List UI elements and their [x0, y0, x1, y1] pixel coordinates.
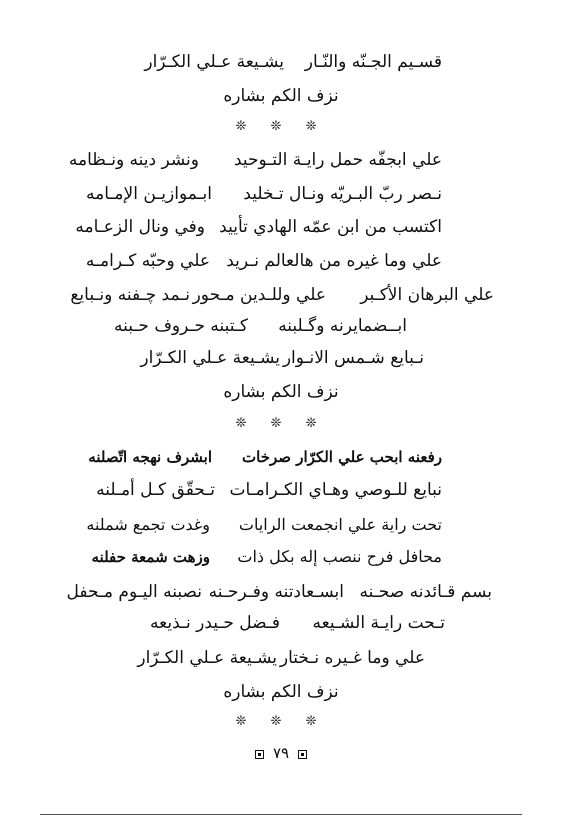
- verse-2-3-right: اكتسب من ابن عمّه الهادي تأييد: [219, 217, 442, 237]
- verse-3-2-left: تـحقّق كـل أمـلنه: [96, 480, 215, 500]
- verse-3-1-left: ابشرف نهجه اتّصلنه: [88, 448, 212, 466]
- verse-1-left: يشـيعة عـلي الكـرّار: [144, 52, 284, 72]
- verse-2-4-left: علي وحبّه كـرامـه: [85, 251, 210, 271]
- stars-divider-3: ❊ ❊ ❊: [235, 714, 327, 729]
- verse-3-5-a: بسم قـائدنه صحـنه: [359, 582, 492, 602]
- verse-1-right: قسـيم الجـنّه والنّـار: [304, 52, 442, 72]
- verse-3-4-right: محافل فرح ننصب إله بكل ذات: [237, 547, 442, 566]
- verse-2-6-left: كـتبنه حـروف حـبنه: [114, 316, 248, 336]
- verse-2-7-right: نـبايع شـمس الانـوار: [282, 348, 424, 368]
- refrain-1: نزف الكم بشاره: [223, 86, 339, 106]
- verse-2-5-a: علي البرهان الأكـبر: [360, 285, 494, 305]
- page-number: ٧٩: [272, 744, 290, 762]
- verse-3-3-left: وغدت تجمع شملنه: [86, 515, 210, 534]
- verse-2-6-right: ابــضمايرنه وگـلبنه: [278, 316, 407, 336]
- verse-2-1-right: علي ابجفّه حمل رايـة التـوحيد: [233, 150, 442, 170]
- refrain-2: نزف الكم بشاره: [223, 382, 339, 402]
- verse-3-2-right: نبايع للـوصي وهـاي الكـرامـات: [229, 480, 442, 500]
- verse-3-1-right: رفعنه ابحب علي الكرّار صرخات: [242, 448, 442, 466]
- verse-2-7-left: يشـيعة عـلي الكـرّار: [140, 348, 280, 368]
- verse-3-6-right: تـحت رايـة الشـيعه: [312, 613, 445, 633]
- page-number-footer: [0, 744, 562, 762]
- verse-3-6-left: فـضل حـيدر نـذيعه: [150, 613, 280, 633]
- square-ornament-icon: [298, 750, 307, 759]
- verse-3-4-left: وزهت شمعة حفلنه: [91, 548, 210, 566]
- verse-2-1-left: ونشر دينه ونـظامه: [68, 150, 199, 170]
- verse-2-4-right: علي وما غيره من هالعالم نـريد: [226, 251, 442, 271]
- verse-2-2-left: ابـموازيـن الإمـامه: [86, 184, 212, 204]
- verse-3-5-c: نصبنه اليـوم مـحفل: [66, 582, 202, 602]
- refrain-3: نزف الكم بشاره: [223, 682, 339, 702]
- verse-2-2-right: نـصر ربّ البـريّه ونـال تـخليد: [243, 184, 442, 204]
- page-edge-line: [40, 814, 522, 815]
- verse-3-7-right: علي وما غـيره نـختار: [279, 648, 425, 668]
- verse-3-5-b: ابسـعادتنه وفـرحـنه: [208, 582, 344, 602]
- verse-3-3-right: تحت راية علي انجمعت الرايات: [238, 515, 442, 534]
- verse-2-5-c: نـمد چـفنه ونـبايع: [70, 285, 190, 305]
- square-ornament-icon: [255, 750, 264, 759]
- stars-divider-2: ❊ ❊ ❊: [235, 416, 327, 431]
- verse-2-3-left: وفي ونال الزعـامه: [75, 217, 205, 237]
- verse-2-5-b: علي وللـدين مـحور: [192, 285, 326, 305]
- verse-3-7-left: يشـيعة عـلي الكـرّار: [137, 648, 277, 668]
- stars-divider-1: ❊ ❊ ❊: [235, 119, 327, 134]
